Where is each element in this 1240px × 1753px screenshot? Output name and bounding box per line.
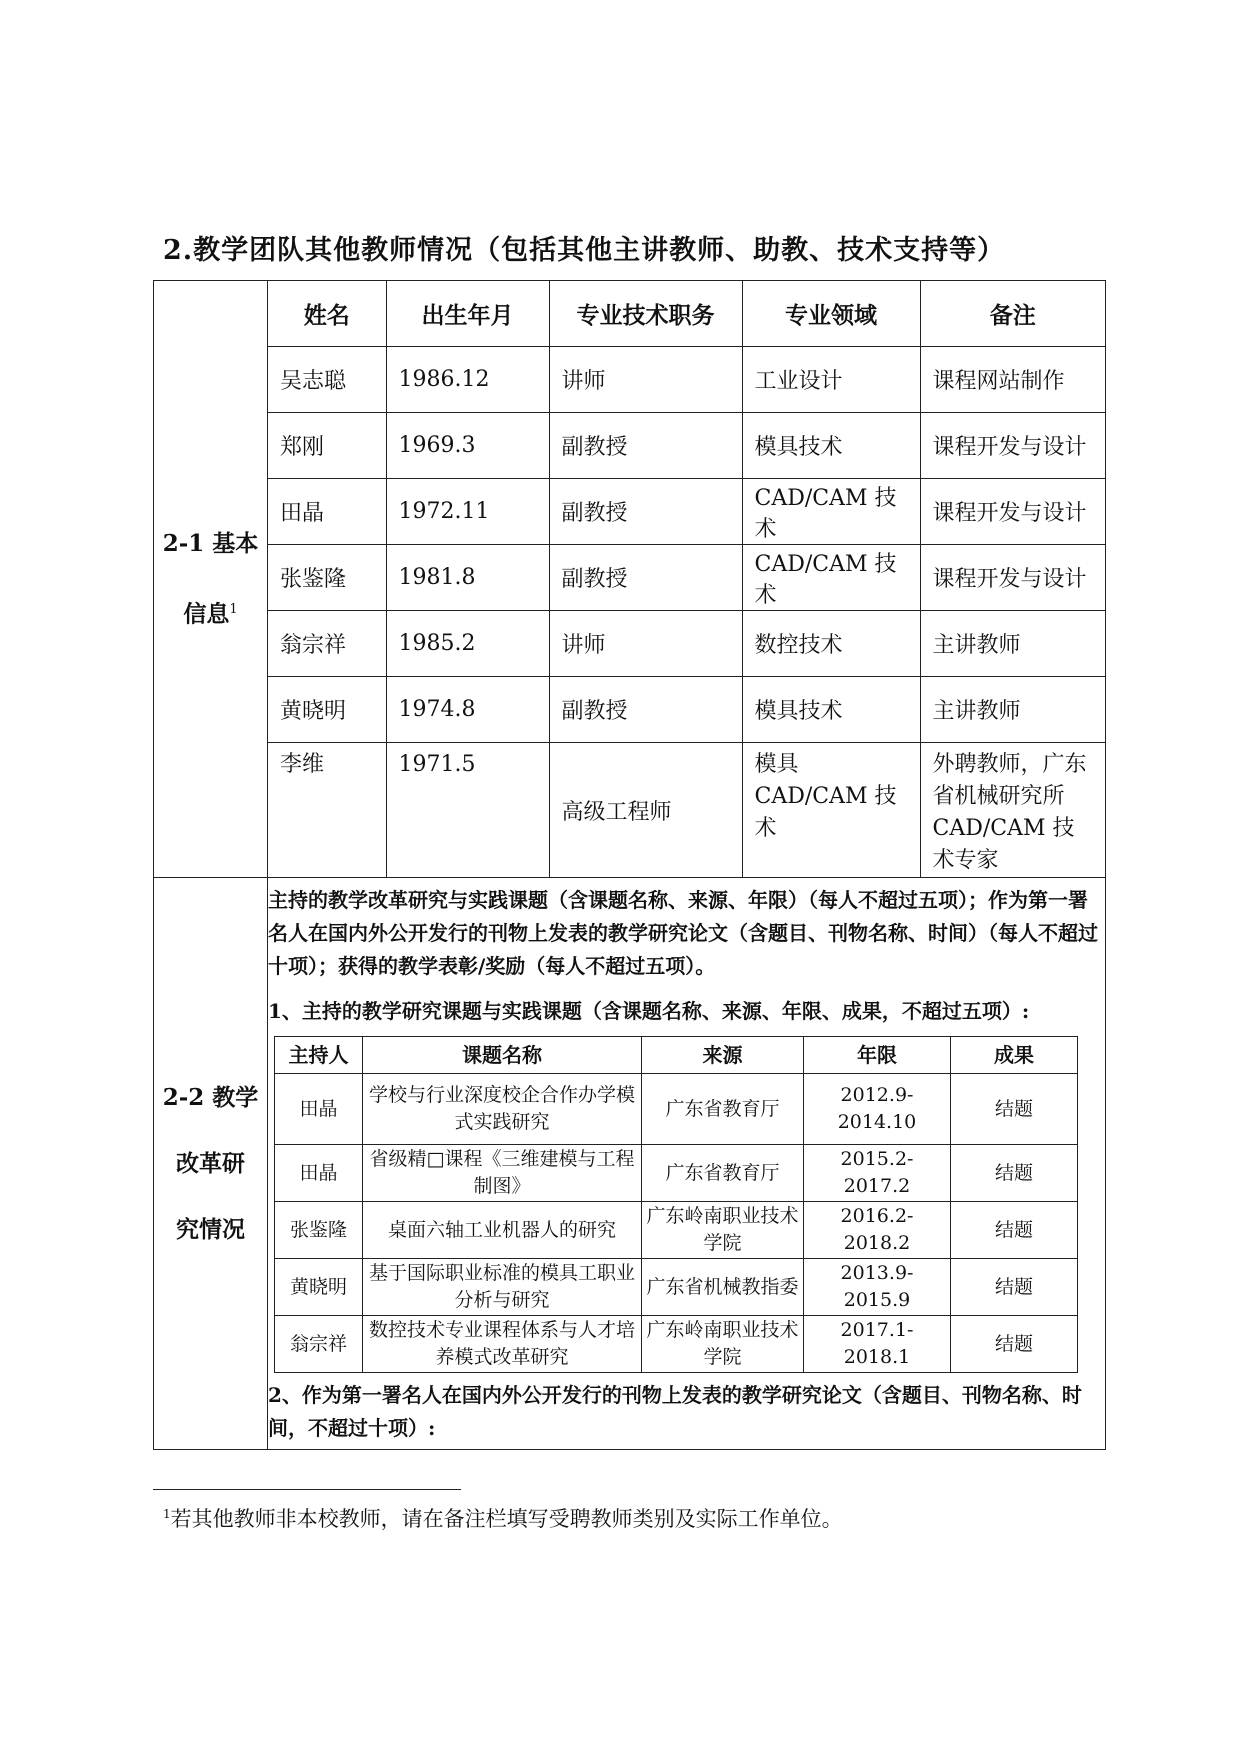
cell-source: 广东省机械教指委 [642, 1259, 804, 1316]
cell-period: 2016.2-2018.2 [804, 1202, 951, 1259]
table-row [275, 1074, 1078, 1145]
cell-title: 副教授 [549, 479, 742, 545]
cell-source: 广东岭南职业技术学院 [642, 1202, 804, 1259]
research-label [154, 878, 268, 1450]
cell-birth: 1972.11 [386, 479, 549, 545]
research-label-line2: 改革研 [176, 1149, 245, 1177]
cell-name: 郑刚 [268, 413, 386, 479]
table-row [268, 677, 1105, 743]
table-header-row [268, 281, 1105, 347]
cell-result: 结题 [951, 1259, 1078, 1316]
cell-birth: 1981.8 [386, 545, 549, 611]
cell-birth: 1974.8 [386, 677, 549, 743]
cell-field: CAD/CAM 技术 [742, 545, 920, 611]
cell-birth: 1986.12 [386, 347, 549, 413]
cell-field: 模具 CAD/CAM 技术 [742, 743, 920, 878]
footnote-mark: 1 [163, 1507, 171, 1521]
header-field: 专业领域 [742, 281, 920, 347]
cell-field: 模具技术 [742, 677, 920, 743]
cell-result: 结题 [951, 1145, 1078, 1202]
basic-info-table [268, 281, 1105, 877]
page-title: 2.教学团队其他教师情况（包括其他主讲教师、助教、技术支持等） [163, 235, 1006, 266]
research-projects-table [274, 1036, 1078, 1373]
header-result: 成果 [951, 1037, 1078, 1074]
cell-remark: 课程开发与设计 [920, 413, 1105, 479]
cell-title: 讲师 [549, 611, 742, 677]
cell-source: 广东省教育厅 [642, 1074, 804, 1145]
header-source: 来源 [642, 1037, 804, 1074]
cell-source: 广东岭南职业技术学院 [642, 1316, 804, 1373]
cell-birth: 1985.2 [386, 611, 549, 677]
cell-period: 2015.2-2017.2 [804, 1145, 951, 1202]
table-row [268, 413, 1105, 479]
cell-field: CAD/CAM 技术 [742, 479, 920, 545]
table-header-row [275, 1037, 1078, 1074]
header-host: 主持人 [275, 1037, 363, 1074]
research-subheading-1: 1、主持的教学研究课题与实践课题（含课题名称、来源、年限、成果，不超过五项）: [268, 999, 1030, 1023]
cell-host: 田晶 [275, 1074, 363, 1145]
cell-result: 结题 [951, 1074, 1078, 1145]
cell-name: 张鉴隆 [268, 545, 386, 611]
cell-remark: 课程网站制作 [920, 347, 1105, 413]
cell-name: 田晶 [268, 479, 386, 545]
basic-info-label-line1: 2-1 基本 [162, 529, 259, 557]
table-row [268, 611, 1105, 677]
header-period: 年限 [804, 1037, 951, 1074]
research-cell [268, 878, 1106, 1450]
cell-result: 结题 [951, 1202, 1078, 1259]
header-remark: 备注 [920, 281, 1105, 347]
footnote-text: 若其他教师非本校教师，请在备注栏填写受聘教师类别及实际工作单位。 [170, 1507, 843, 1531]
cell-host: 翁宗祥 [275, 1316, 363, 1373]
header-title: 专业技术职务 [549, 281, 742, 347]
cell-host: 黄晓明 [275, 1259, 363, 1316]
cell-title: 讲师 [549, 347, 742, 413]
footnote [163, 1503, 843, 1533]
cell-birth: 1969.3 [386, 413, 549, 479]
table-row [275, 1202, 1078, 1259]
cell-title: 副教授 [549, 413, 742, 479]
table-row [268, 743, 1105, 878]
table-row [268, 347, 1105, 413]
cell-title: 副教授 [549, 677, 742, 743]
cell-project: 桌面六轴工业机器人的研究 [363, 1202, 642, 1259]
cell-remark: 主讲教师 [920, 611, 1105, 677]
research-label-line3: 究情况 [176, 1215, 245, 1243]
header-name: 姓名 [268, 281, 386, 347]
table-row [275, 1316, 1078, 1373]
table-row [268, 479, 1105, 545]
table-row [275, 1145, 1078, 1202]
basic-info-label [154, 281, 268, 878]
cell-host: 田晶 [275, 1145, 363, 1202]
cell-field: 模具技术 [742, 413, 920, 479]
cell-project: 学校与行业深度校企合作办学模式实践研究 [363, 1074, 642, 1145]
header-project: 课题名称 [363, 1037, 642, 1074]
header-birth: 出生年月 [386, 281, 549, 347]
cell-period: 2017.1-2018.1 [804, 1316, 951, 1373]
footnote-ref: 1 [229, 601, 238, 617]
cell-remark: 课程开发与设计 [920, 545, 1105, 611]
basic-info-cell [268, 281, 1106, 878]
table-row [268, 545, 1105, 611]
cell-title: 副教授 [549, 545, 742, 611]
cell-field: 数控技术 [742, 611, 920, 677]
cell-result: 结题 [951, 1316, 1078, 1373]
research-label-line1: 2-2 教学 [162, 1083, 259, 1111]
cell-project: 数控技术专业课程体系与人才培养模式改革研究 [363, 1316, 642, 1373]
research-intro: 主持的教学改革研究与实践课题（含课题名称、来源、年限）（每人不超过五项）；作为第一署名人在国内外公开发行的刊物上发表的教学研究论文（含题目、刊物名称、时间）（每人不超过十项）；获得的教学表彰/奖励（每人不超过五项）。 [268, 888, 1098, 978]
cell-title: 高级工程师 [549, 743, 742, 878]
basic-info-label-line2: 信息 [183, 600, 230, 628]
cell-remark: 主讲教师 [920, 677, 1105, 743]
cell-name: 黄晓明 [268, 677, 386, 743]
cell-field: 工业设计 [742, 347, 920, 413]
cell-remark: 课程开发与设计 [920, 479, 1105, 545]
cell-period: 2012.9-2014.10 [804, 1074, 951, 1145]
research-subheading-2: 2、作为第一署名人在国内外公开发行的刊物上发表的教学研究论文（含题目、刊物名称、时间，不超过十项）: [268, 1383, 1082, 1440]
cell-remark: 外聘教师，广东省机械研究所 CAD/CAM 技术专家 [920, 743, 1105, 878]
cell-project: 省级精□课程《三维建模与工程制图》 [363, 1145, 642, 1202]
cell-name: 吴志聪 [268, 347, 386, 413]
teacher-info-table [153, 280, 1106, 1450]
table-row [275, 1259, 1078, 1316]
cell-source: 广东省教育厅 [642, 1145, 804, 1202]
footnote-separator [153, 1489, 461, 1490]
cell-birth: 1971.5 [386, 743, 549, 878]
cell-project: 基于国际职业标准的模具工职业分析与研究 [363, 1259, 642, 1316]
cell-name: 李维 [268, 743, 386, 878]
cell-name: 翁宗祥 [268, 611, 386, 677]
cell-period: 2013.9-2015.9 [804, 1259, 951, 1316]
cell-host: 张鉴隆 [275, 1202, 363, 1259]
